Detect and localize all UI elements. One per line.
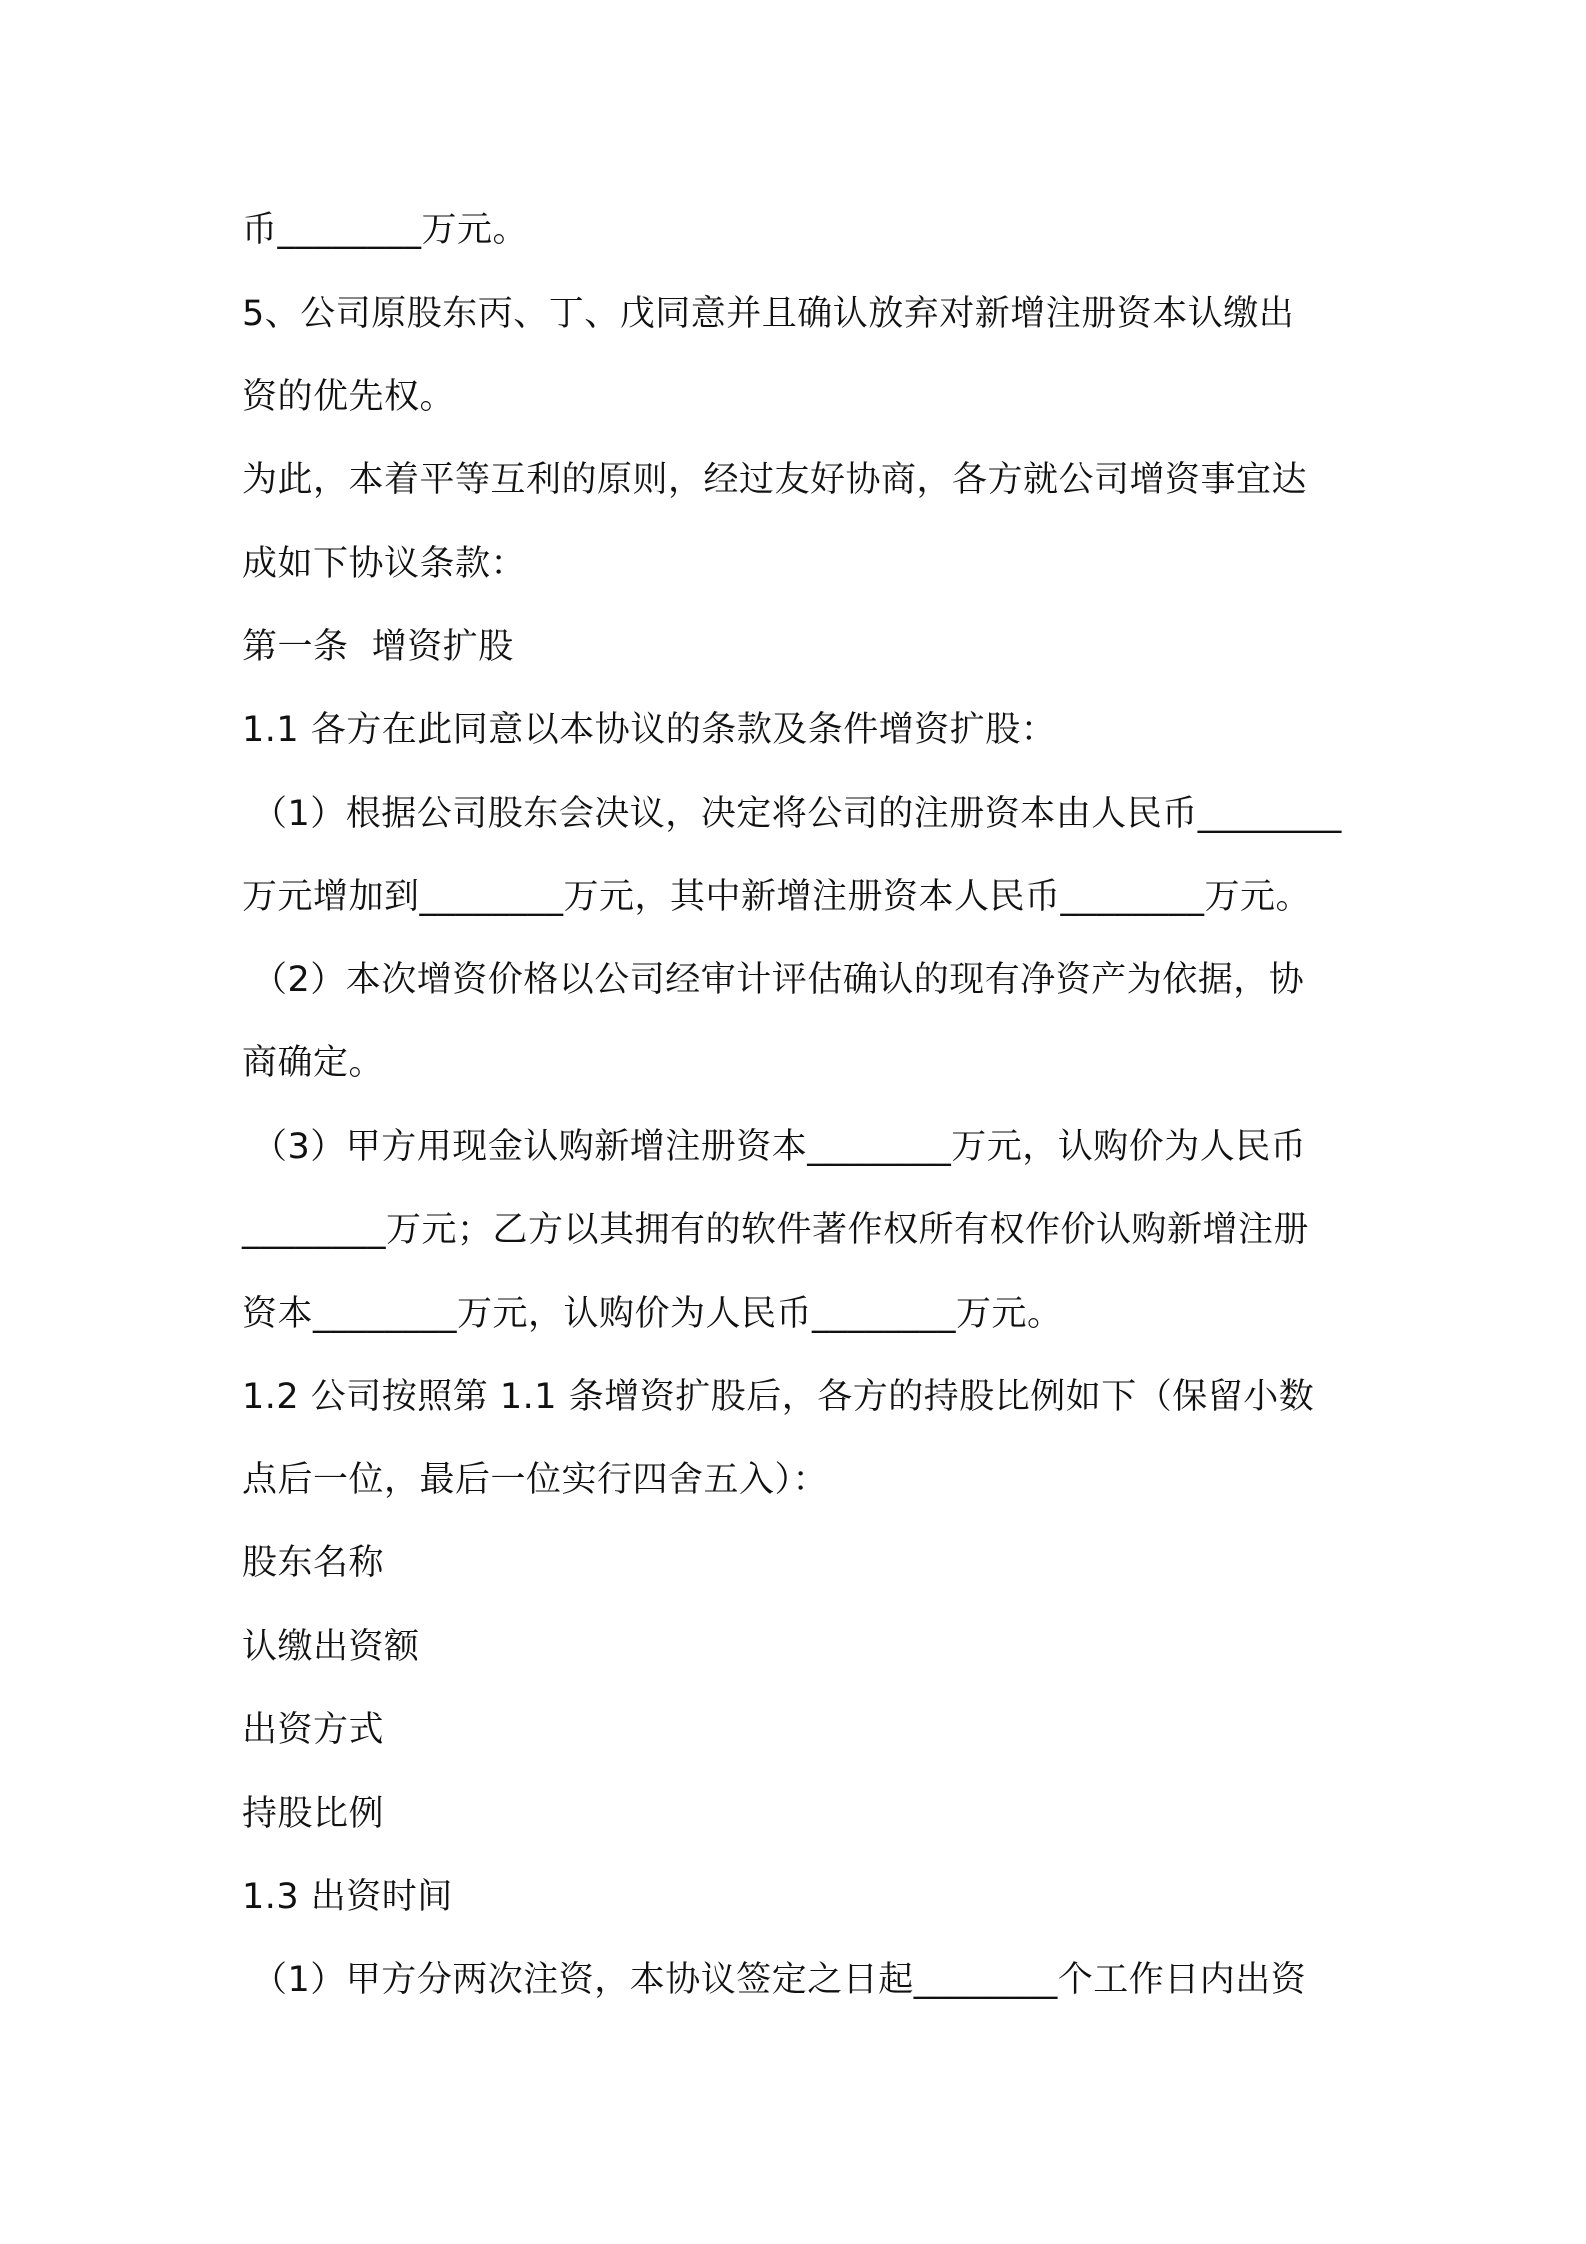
table-field-label: 认缴出资额 (242, 1627, 420, 1667)
paragraph-line: 资的优先权。 (242, 377, 456, 417)
clause-heading: 1.2 公司按照第 1.1 条增资扩股后，各方的持股比例如下（保留小数 (242, 1377, 1315, 1417)
paragraph-line: （1）甲方分两次注资，本协议签定之日起________个工作日内出资 (252, 1960, 1307, 2000)
clause-heading: 1.1 各方在此同意以本协议的条款及条件增资扩股： (242, 710, 1057, 750)
clause-heading: 1.3 出资时间 (242, 1877, 453, 1917)
paragraph-line: 5、公司原股东丙、丁、戊同意并且确认放弃对新增注册资本认缴出 (242, 294, 1295, 334)
paragraph-line: （2）本次增资价格以公司经审计评估确认的现有净资产为依据，协 (252, 960, 1305, 1000)
paragraph-line: 商确定。 (242, 1043, 385, 1083)
section-heading: 第一条 增资扩股 (242, 627, 514, 667)
paragraph-line: 资本________万元，认购价为人民币________万元。 (242, 1294, 1063, 1334)
table-field-label: 持股比例 (242, 1794, 385, 1834)
paragraph-line: 成如下协议条款： (242, 544, 527, 584)
paragraph-line: 为此，本着平等互利的原则，经过友好协商，各方就公司增资事宜达 (242, 460, 1308, 500)
paragraph-line: 万元增加到________万元，其中新增注册资本人民币________万元。 (242, 877, 1312, 917)
paragraph-line: ________万元；乙方以其拥有的软件著作权所有权作价认购新增注册 (242, 1210, 1310, 1250)
paragraph-line: （1）根据公司股东会决议，决定将公司的注册资本由人民币________ (252, 794, 1342, 834)
paragraph-line: 点后一位，最后一位实行四舍五入）： (242, 1460, 829, 1500)
table-field-label: 股东名称 (242, 1543, 385, 1583)
paragraph-line: （3）甲方用现金认购新增注册资本________万元，认购价为人民币 (252, 1127, 1307, 1167)
table-field-label: 出资方式 (242, 1710, 385, 1750)
paragraph-line: 币________万元。 (242, 210, 529, 250)
